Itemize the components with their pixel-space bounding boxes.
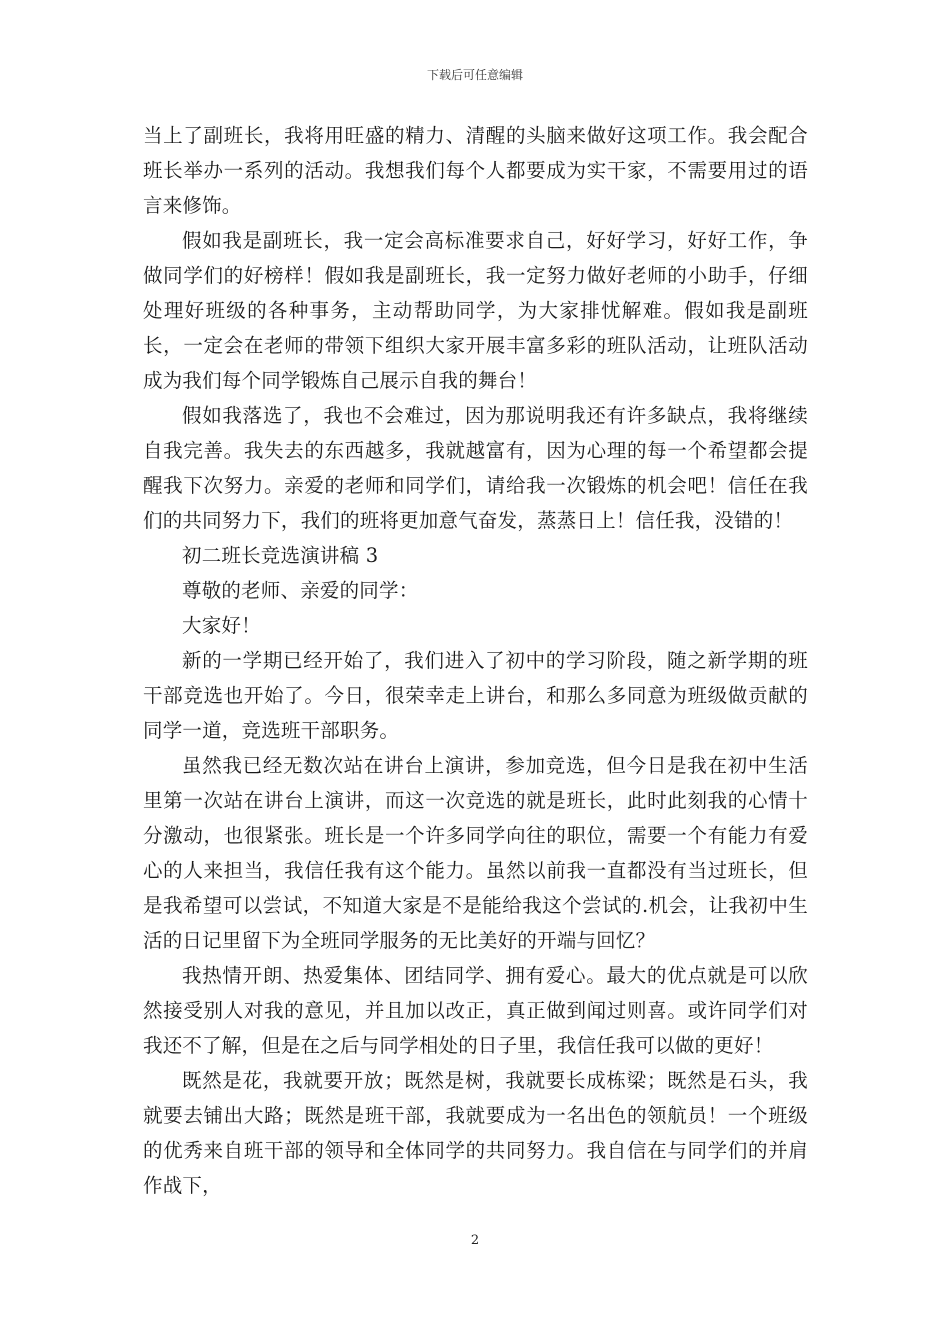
- paragraph: 假如我是副班长，我一定会高标准要求自己，好好学习，好好工作，争做同学们的好榜样！假如我是副班长，我一定努力做好老师的小助手，仔细处理好班级的各种事务，主动帮助同学，为大家排忧解难。假如我是副班长，一定会在老师的带领下组织大家开展丰富多彩的班队活动，让班队活动成为我们每个同学锻炼自己展示自我的舞台！: [143, 229, 808, 392]
- paragraph: 既然是花，我就要开放；既然是树，我就要长成栋梁；既然是石头，我就要去铺出大路；既然是班干部，我就要成为一名出色的领航员！一个班级的优秀来自班干部的领导和全体同学的共同努力。我自信在与同学们的并肩作战下，: [143, 1069, 808, 1197]
- paragraph: 新的一学期已经开始了，我们进入了初中的学习阶段，随之新学期的班干部竞选也开始了。今日，很荣幸走上讲台，和那么多同意为班级做贡献的同学一道，竞选班干部职务。: [143, 649, 808, 742]
- paragraph: 虽然我已经无数次站在讲台上演讲，参加竞选，但今日是我在初中生活里第一次站在讲台上演讲，而这一次竞选的就是班长，此时此刻我的心情十分激动，也很紧张。班长是一个许多同学向往的职位，需要一个有能力有爱心的人来担当，我信任我有这个能力。虽然以前我一直都没有当过班长，但是我希望可以尝试，不知道大家是不是能给我这个尝试的.机会，让我初中生活的日记里留下为全班同学服务的无比美好的开端与回忆？: [143, 754, 808, 952]
- page-header: 下载后可任意编辑: [426, 68, 523, 82]
- section-title: 初二班长竞选演讲稿 3: [182, 544, 379, 567]
- page-number: 2: [470, 1233, 480, 1248]
- salutation: 尊敬的老师、亲爱的同学：: [182, 579, 419, 602]
- paragraph: 当上了副班长，我将用旺盛的精力、清醒的头脑来做好这项工作。我会配合班长举办一系列的活动。我想我们每个人都要成为实干家，不需要用过的语言来修饰。: [143, 124, 808, 217]
- paragraph: 假如我落选了，我也不会难过，因为那说明我还有许多缺点，我将继续自我完善。我失去的东西越多，我就越富有，因为心理的每一个希望都会提醒我下次努力。亲爱的老师和同学们，请给我一次锻炼的机会吧！信任在我们的共同努力下，我们的班将更加意气奋发，蒸蒸日上！信任我，没错的！: [143, 404, 808, 532]
- greeting: 大家好！: [182, 614, 261, 637]
- paragraph: 我热情开朗、热爱集体、团结同学、拥有爱心。最大的优点就是可以欣然接受别人对我的意见，并且加以改正，真正做到闻过则喜。或许同学们对我还不了解，但是在之后与同学相处的日子里，我信任我可以做的更好！: [143, 964, 808, 1057]
- document-body: [143, 118, 808, 1203]
